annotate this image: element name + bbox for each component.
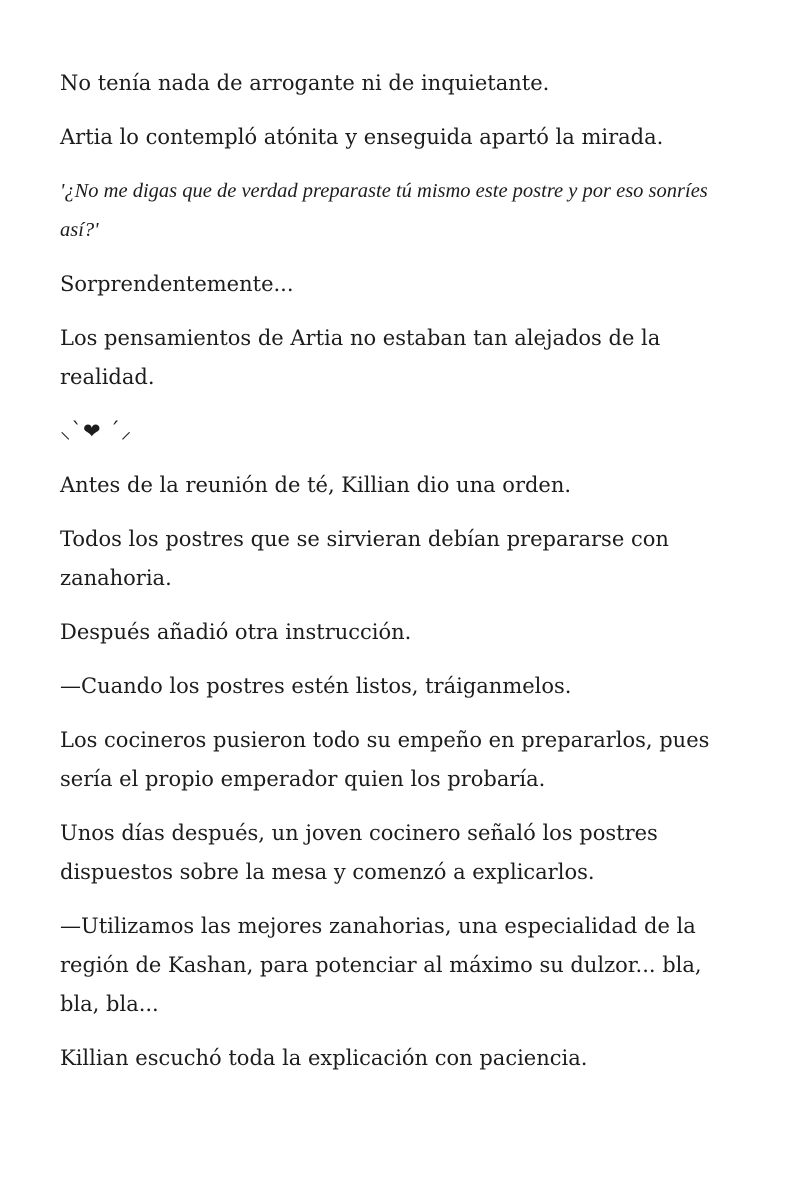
paragraph: Todos los postres que se sirvieran debían prepararse con zanahoria. <box>60 527 669 590</box>
paragraph: Los pensamientos de Artia no estaban tan alejados de la realidad. <box>60 326 661 389</box>
inner-thought-paragraph: '¿No me digas que de verdad preparaste tú mismo este postre y por eso sonríes así?' <box>60 180 708 241</box>
paragraph: Killian escuchó toda la explicación con paciencia. <box>60 1046 588 1070</box>
paragraph: No tenía nada de arrogante ni de inquietante. <box>60 71 550 95</box>
paragraph: Después añadió otra instrucción. <box>60 620 412 644</box>
paragraph: Sorprendentemente... <box>60 272 294 296</box>
scene-divider: ⸜`❤︎ ´⸝ <box>60 419 133 443</box>
paragraph: Los cocineros pusieron todo su empeño en prepararlos, pues sería el propio emperador quien los probaría. <box>60 728 710 791</box>
paragraph: Unos días después, un joven cocinero señaló los postres dispuestos sobre la mesa y comenzó a explicarlos. <box>60 821 658 884</box>
dialogue-paragraph: —Utilizamos las mejores zanahorias, una especialidad de la región de Kashan, para potenciar al máximo su dulzor... bla, bla, bla... <box>60 914 702 1016</box>
paragraph: Artia lo contempló atónita y enseguida apartó la mirada. <box>60 125 664 149</box>
paragraph: Antes de la reunión de té, Killian dio una orden. <box>60 473 572 497</box>
dialogue-paragraph: —Cuando los postres estén listos, tráiganmelos. <box>60 674 572 698</box>
